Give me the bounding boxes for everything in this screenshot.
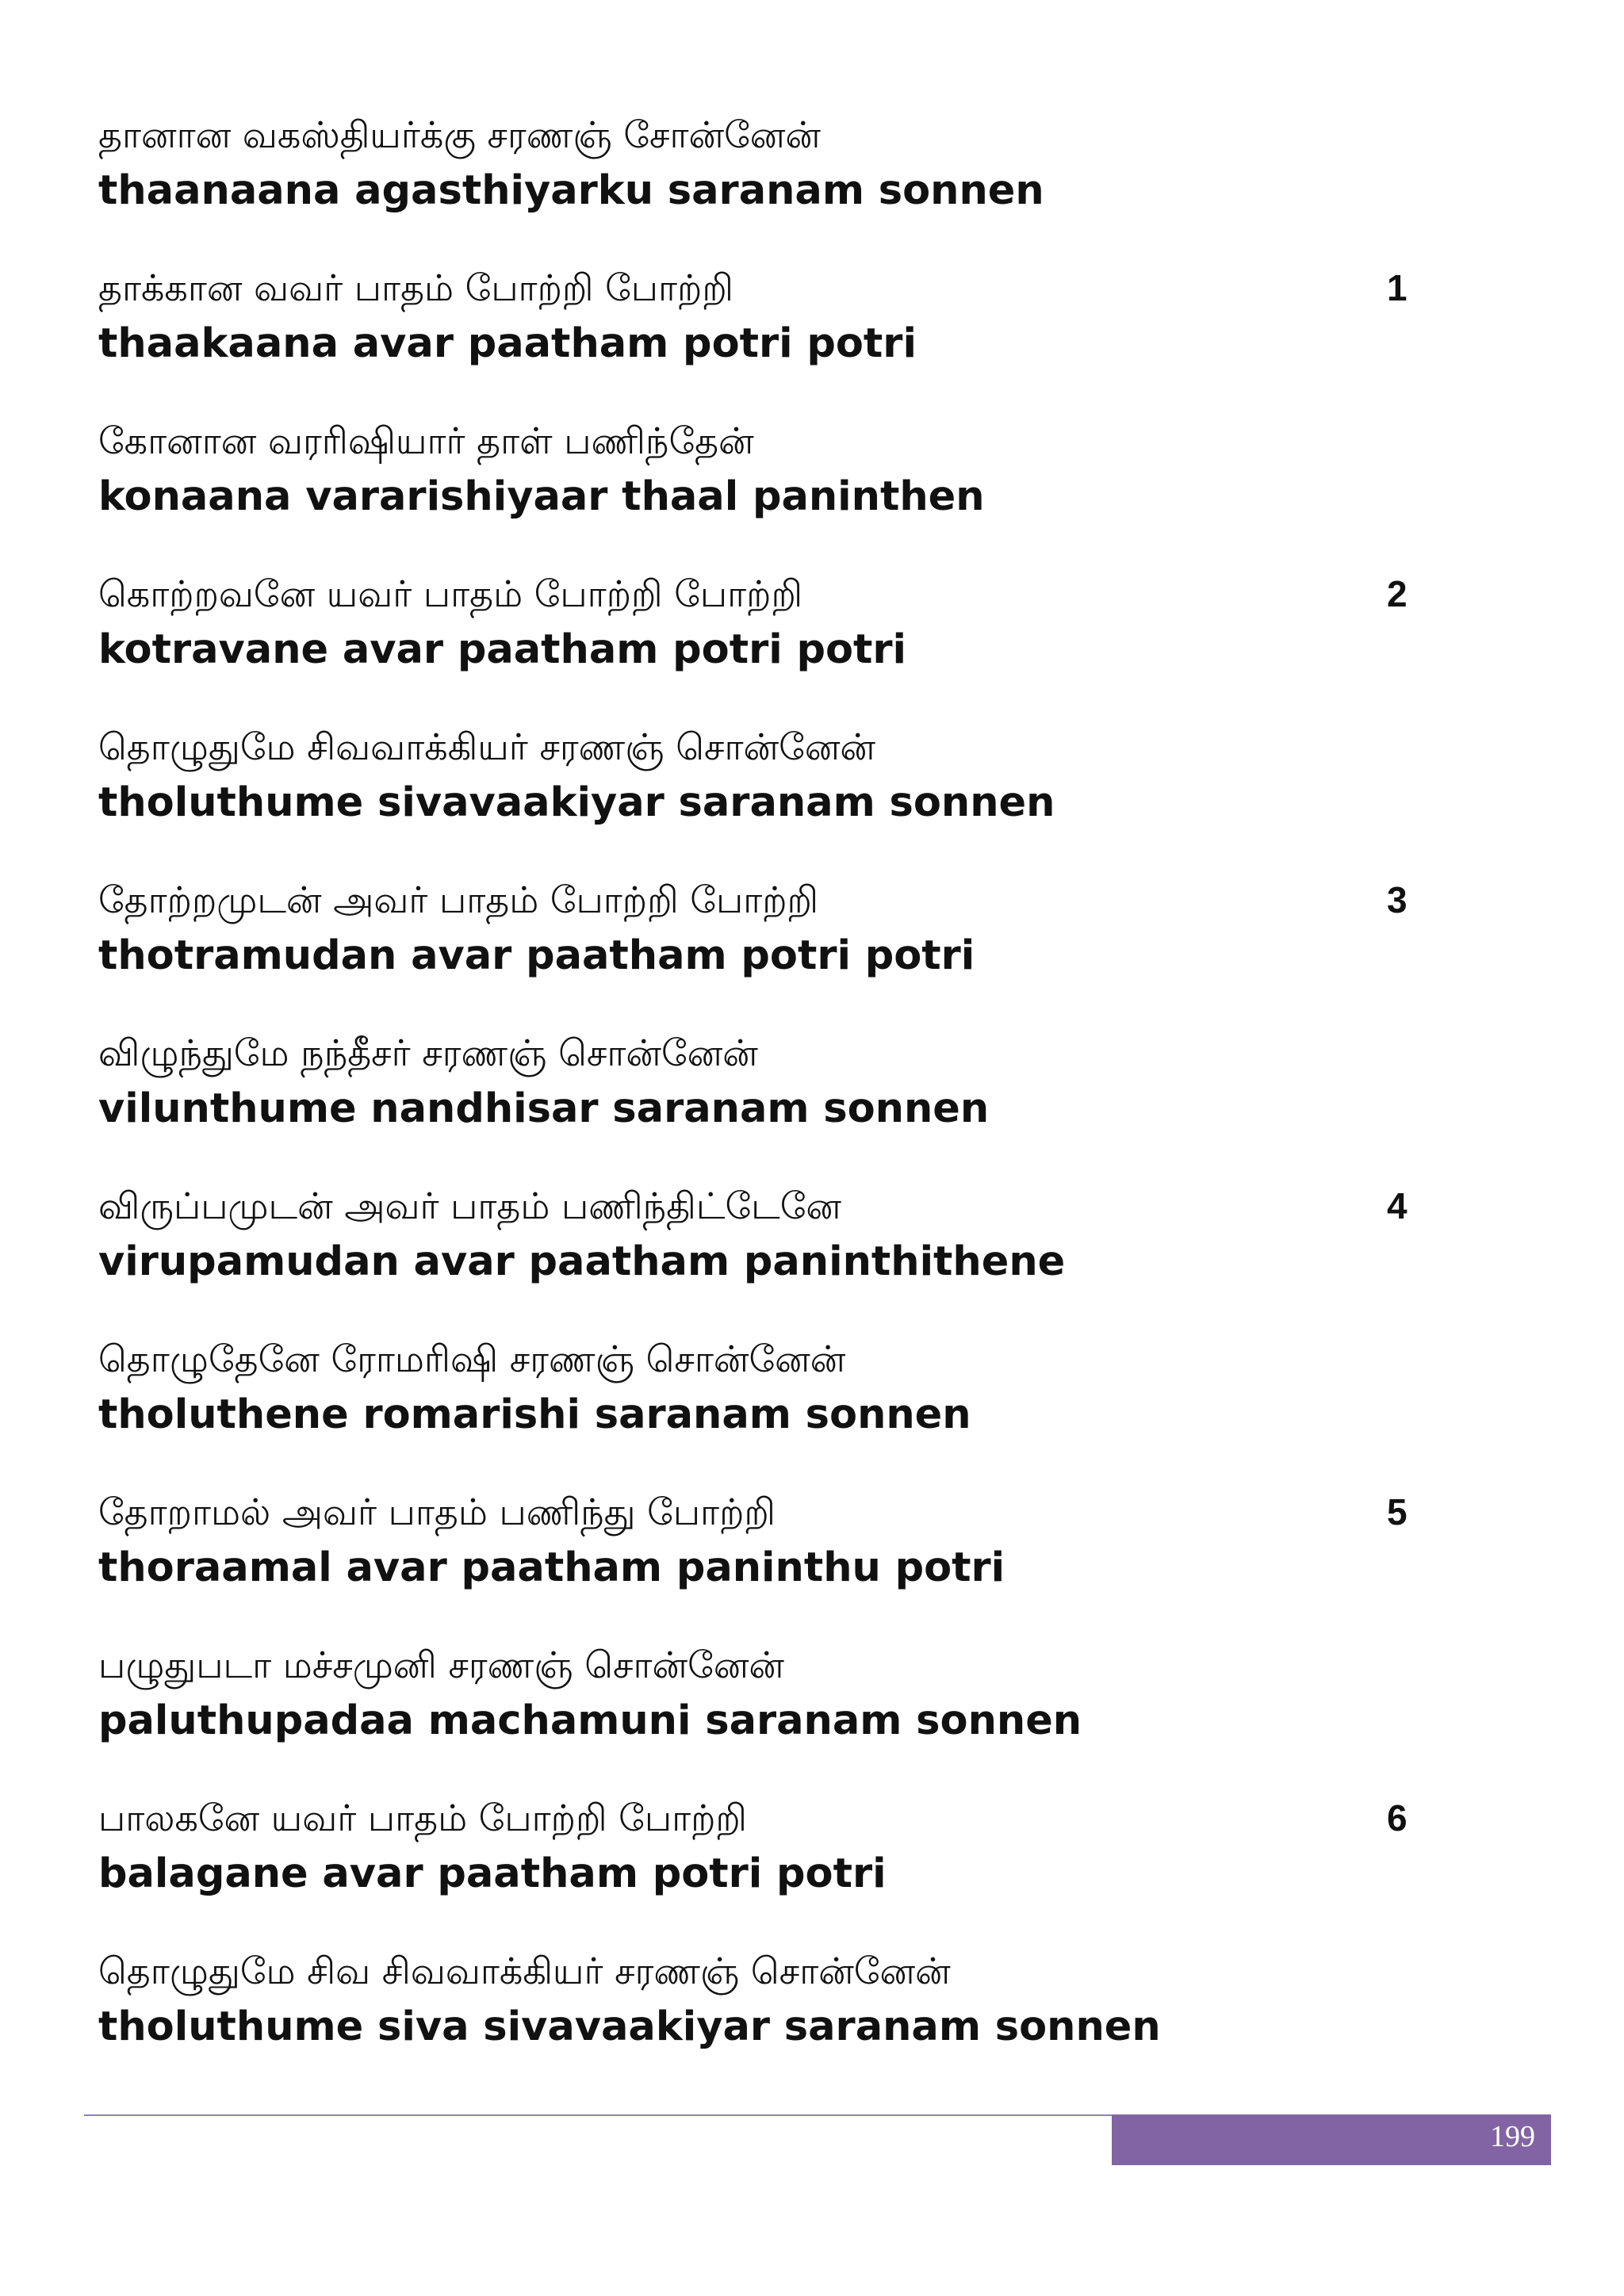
tamil-line: தொழுதுமே சிவ சிவவாக்கியர் சரணஞ் சொன்னேன்: [98, 1950, 951, 1992]
tamil-line: கொற்றவனே யவர் பாதம் போற்றி போற்றி: [98, 572, 803, 615]
verse-number: 5: [1387, 1491, 1408, 1533]
verse-number: 6: [1387, 1797, 1408, 1839]
stanza: [98, 876, 1415, 1029]
transliteration-line: tholuthume sivavaakiyar saranam sonnen: [98, 779, 1055, 826]
transliteration-line: balagane avar paatham potri potri: [98, 1850, 887, 1897]
transliteration-line: thotramudan avar paatham potri potri: [98, 932, 975, 979]
stanza: [98, 1488, 1415, 1641]
tamil-line: விருப்பமுடன் அவர் பாதம் பணிந்திட்டேனே: [98, 1184, 842, 1227]
transliteration-line: kotravane avar paatham potri potri: [98, 626, 907, 673]
transliteration-line: virupamudan avar paatham paninthithene: [98, 1238, 1066, 1285]
stanza: [98, 570, 1415, 723]
stanza: [98, 1029, 1415, 1182]
tamil-line: தானான வகஸ்தியர்க்கு சரணஞ் சோன்னேன்: [98, 113, 821, 156]
tamil-line: தொழுதேனே ரோமரிஷி சரணஞ் சொன்னேன்: [98, 1337, 846, 1380]
stanza: [98, 111, 1415, 264]
transliteration-line: paluthupadaa machamuni saranam sonnen: [98, 1697, 1082, 1744]
transliteration-line: konaana vararishiyaar thaal paninthen: [98, 473, 985, 520]
stanza: [98, 417, 1415, 570]
tamil-line: தொழுதுமே சிவவாக்கியர் சரணஞ் சொன்னேன்: [98, 725, 876, 768]
stanza: [98, 1182, 1415, 1335]
tamil-line: தோற்றமுடன் அவர் பாதம் போற்றி போற்றி: [98, 878, 819, 921]
stanza: [98, 1947, 1415, 2100]
transliteration-line: thaakaana avar paatham potri potri: [98, 320, 917, 367]
page-number: 199: [1490, 2120, 1535, 2153]
stanza: [98, 1335, 1415, 1488]
tamil-line: பழுதுபடா மச்சமுனி சரணஞ் சொன்னேன்: [98, 1644, 785, 1686]
tamil-line: தோறாமல் அவர் பாதம் பணிந்து போற்றி: [98, 1490, 776, 1533]
transliteration-line: thoraamal avar paatham paninthu potri: [98, 1544, 1005, 1591]
stanza: [98, 723, 1415, 876]
verse-number: 3: [1387, 879, 1408, 920]
tamil-line: விழுந்துமே நந்தீசர் சரணஞ் சொன்னேன்: [98, 1031, 758, 1074]
stanza: [98, 1794, 1415, 1947]
verse-number: 2: [1387, 573, 1408, 614]
tamil-line: தாக்கான வவர் பாதம் போற்றி போற்றி: [98, 266, 733, 309]
stanza: [98, 264, 1415, 417]
transliteration-line: thaanaana agasthiyarku saranam sonnen: [98, 167, 1044, 214]
stanza: [98, 1641, 1415, 1794]
page-number-box: [1112, 2114, 1551, 2165]
transliteration-line: vilunthume nandhisar saranam sonnen: [98, 1085, 990, 1132]
verse-number: 4: [1387, 1185, 1408, 1226]
verse-content: [98, 111, 1415, 2100]
transliteration-line: tholuthene romarishi saranam sonnen: [98, 1391, 971, 1438]
tamil-line: பாலகனே யவர் பாதம் போற்றி போற்றி: [98, 1797, 747, 1839]
verse-number: 1: [1387, 267, 1408, 308]
tamil-line: கோனான வரரிஷியார் தாள் பணிந்தேன்: [98, 419, 754, 462]
transliteration-line: tholuthume siva sivavaakiyar saranam sonnen: [98, 2003, 1161, 2050]
